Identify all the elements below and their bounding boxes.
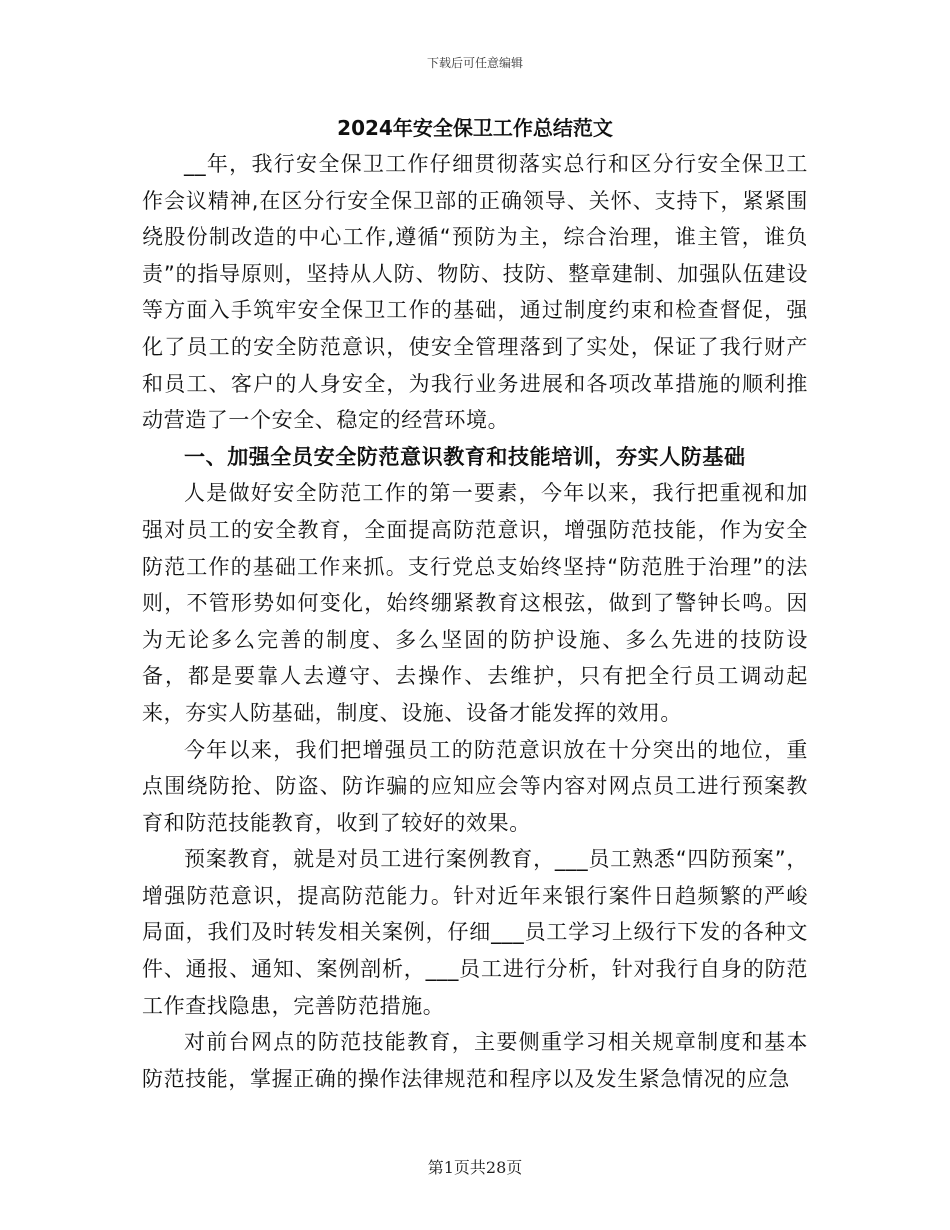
- header-note: 下载后可任意编辑: [426, 56, 523, 70]
- section-paragraph-3: 预案教育，就是对员工进行案例教育，___员工熟悉“四防预案”，增强防范意识，提高防范能力。针对近年来银行案件日趋频繁的严峻局面，我们及时转发相关案例，仔细___员工学习上级行下发的各种文件、通报、通知、案例剖析，___员工进行分析，针对我行自身的防范工作查找隐患，完善防范措施。: [142, 847, 808, 1018]
- section-paragraph-1: 人是做好安全防范工作的第一要素，今年以来，我行把重视和加强对员工的安全教育，全面提高防范意识，增强防范技能，作为安全防范工作的基础工作来抓。支行党总支始终坚持“防范胜于治理”的法则，不管形势如何变化，始终绷紧教育这根弦，做到了警钟长鸣。因为无论多么完善的制度、多么坚固的防护设施、多么先进的技防设备，都是要靠人去遵守、去操作、去维护，只有把全行员工调动起来，夯实人防基础，制度、设施、设备才能发挥的效用。: [142, 481, 808, 725]
- intro-paragraph: __年，我行安全保卫工作仔细贯彻落实总行和区分行安全保卫工作会议精神,在区分行安全保卫部的正确领导、关怀、支持下，紧紧围绕股份制改造的中心工作,遵循“预防为主，综合治理，谁主管，谁负责”的指导原则，坚持从人防、物防、技防、整章建制、加强队伍建设等方面入手筑牢安全保卫工作的基础，通过制度约束和检查督促，强化了员工的安全防范意识，使安全管理落到了实处，保证了我行财产和员工、客户的人身安全，为我行业务进展和各项改革措施的顺利推动营造了一个安全、稳定的经营环境。: [142, 152, 808, 433]
- section-paragraph-4: 对前台网点的防范技能教育，主要侧重学习相关规章制度和基本防范技能，掌握正确的操作法律规范和程序以及发生紧急情况的应急: [142, 1030, 808, 1091]
- document-body: [142, 110, 808, 1097]
- section-paragraph-2: 今年以来，我们把增强员工的防范意识放在十分突出的地位，重点围绕防抢、防盗、防诈骗的应知应会等内容对网点员工进行预案教育和防范技能教育，收到了较好的效果。: [142, 737, 808, 835]
- section-heading: 一、加强全员安全防范意识教育和技能培训，夯实人防基础: [184, 444, 746, 469]
- document-title: 2024年安全保卫工作总结范文: [337, 116, 613, 140]
- page-number: 第1页共28页: [427, 1158, 523, 1177]
